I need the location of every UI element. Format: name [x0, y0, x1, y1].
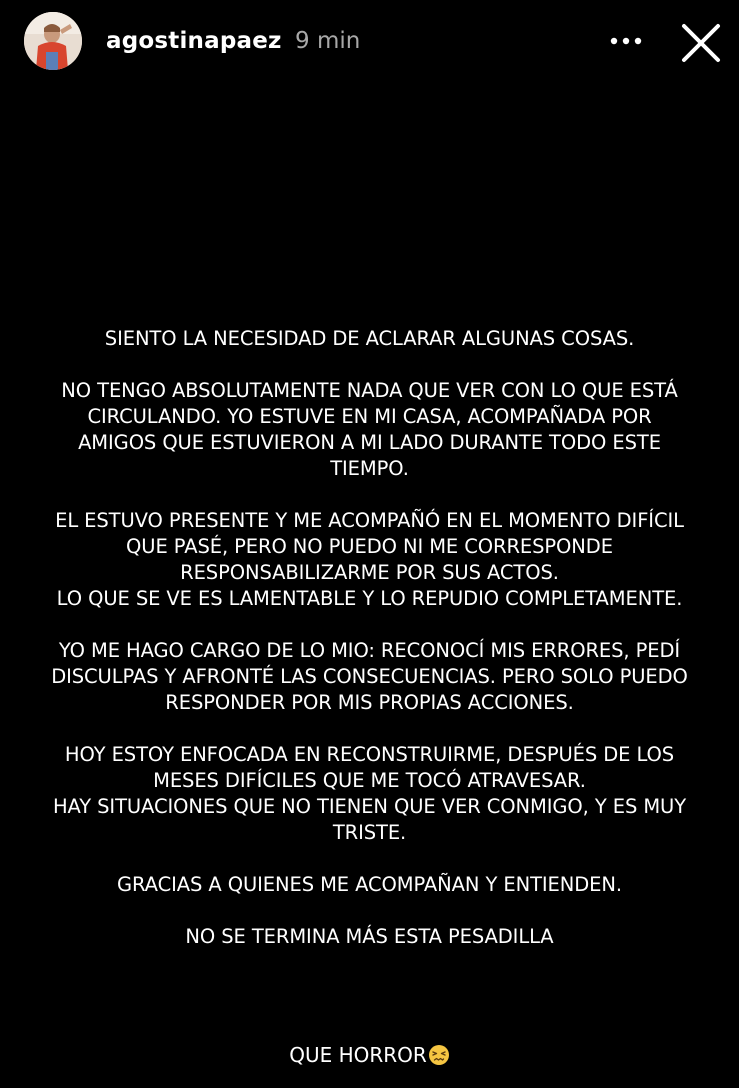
avatar-image: [24, 12, 82, 70]
statement-paragraph: GRACIAS A QUIENES ME ACOMPAÑAN Y ENTIENDEN.: [117, 873, 622, 896]
story-statement-text: [20, 326, 719, 976]
statement-paragraph: NO TENGO ABSOLUTAMENTE NADA QUE VER CON LO QUE ESTÁ CIRCULANDO. YO ESTUVE EN MI CASA, ACOMPAÑADA POR AMIGOS QUE ESTUVIERON A MI LADO DURANTE TODO ESTE TIEMPO.: [61, 379, 678, 480]
statement-paragraph: SIENTO LA NECESIDAD DE ACLARAR ALGUNAS COSAS.: [104, 327, 635, 350]
more-horizontal-icon: [604, 24, 648, 58]
caption-text: QUE HORROR: [289, 1043, 427, 1067]
story-caption: [0, 1042, 739, 1068]
persevering-face-emoji-icon: [428, 1044, 450, 1066]
close-icon: [676, 18, 726, 68]
statement-paragraph: NO SE TERMINA MÁS ESTA PESADILLA: [185, 925, 554, 948]
statement-paragraph: HOY ESTOY ENFOCADA EN RECONSTRUIRME, DESPUÉS DE LOS MESES DIFÍCILES QUE ME TOCÓ ATRAVESAR. HAY SITUACIONES QUE NO TIENEN QUE VER CONMIGO, Y ES MUY TRISTE.: [52, 743, 687, 844]
statement-paragraph: YO ME HAGO CARGO DE LO MIO: RECONOCÍ MIS ERRORES, PEDÍ DISCULPAS Y AFRONTÉ LAS CONSECUENCIAS. PERO SOLO PUEDO RESPONDER POR MIS PROPIAS ACCIONES.: [51, 639, 688, 714]
username[interactable]: agostinapaez: [106, 28, 282, 54]
statement-paragraph: EL ESTUVO PRESENTE Y ME ACOMPAÑÓ EN EL MOMENTO DIFÍCIL QUE PASÉ, PERO NO PUEDO NI ME CORRESPONDE RESPONSABILIZARME POR SUS ACTOS. LO QUE SE VE ES LAMENTABLE Y LO REPUDIO COMPLETAMENTE.: [55, 509, 684, 610]
more-options-button[interactable]: [604, 24, 648, 58]
story-header: [0, 0, 739, 84]
avatar[interactable]: [24, 12, 82, 70]
timestamp: 9 min: [295, 28, 361, 54]
close-button[interactable]: [676, 18, 726, 68]
